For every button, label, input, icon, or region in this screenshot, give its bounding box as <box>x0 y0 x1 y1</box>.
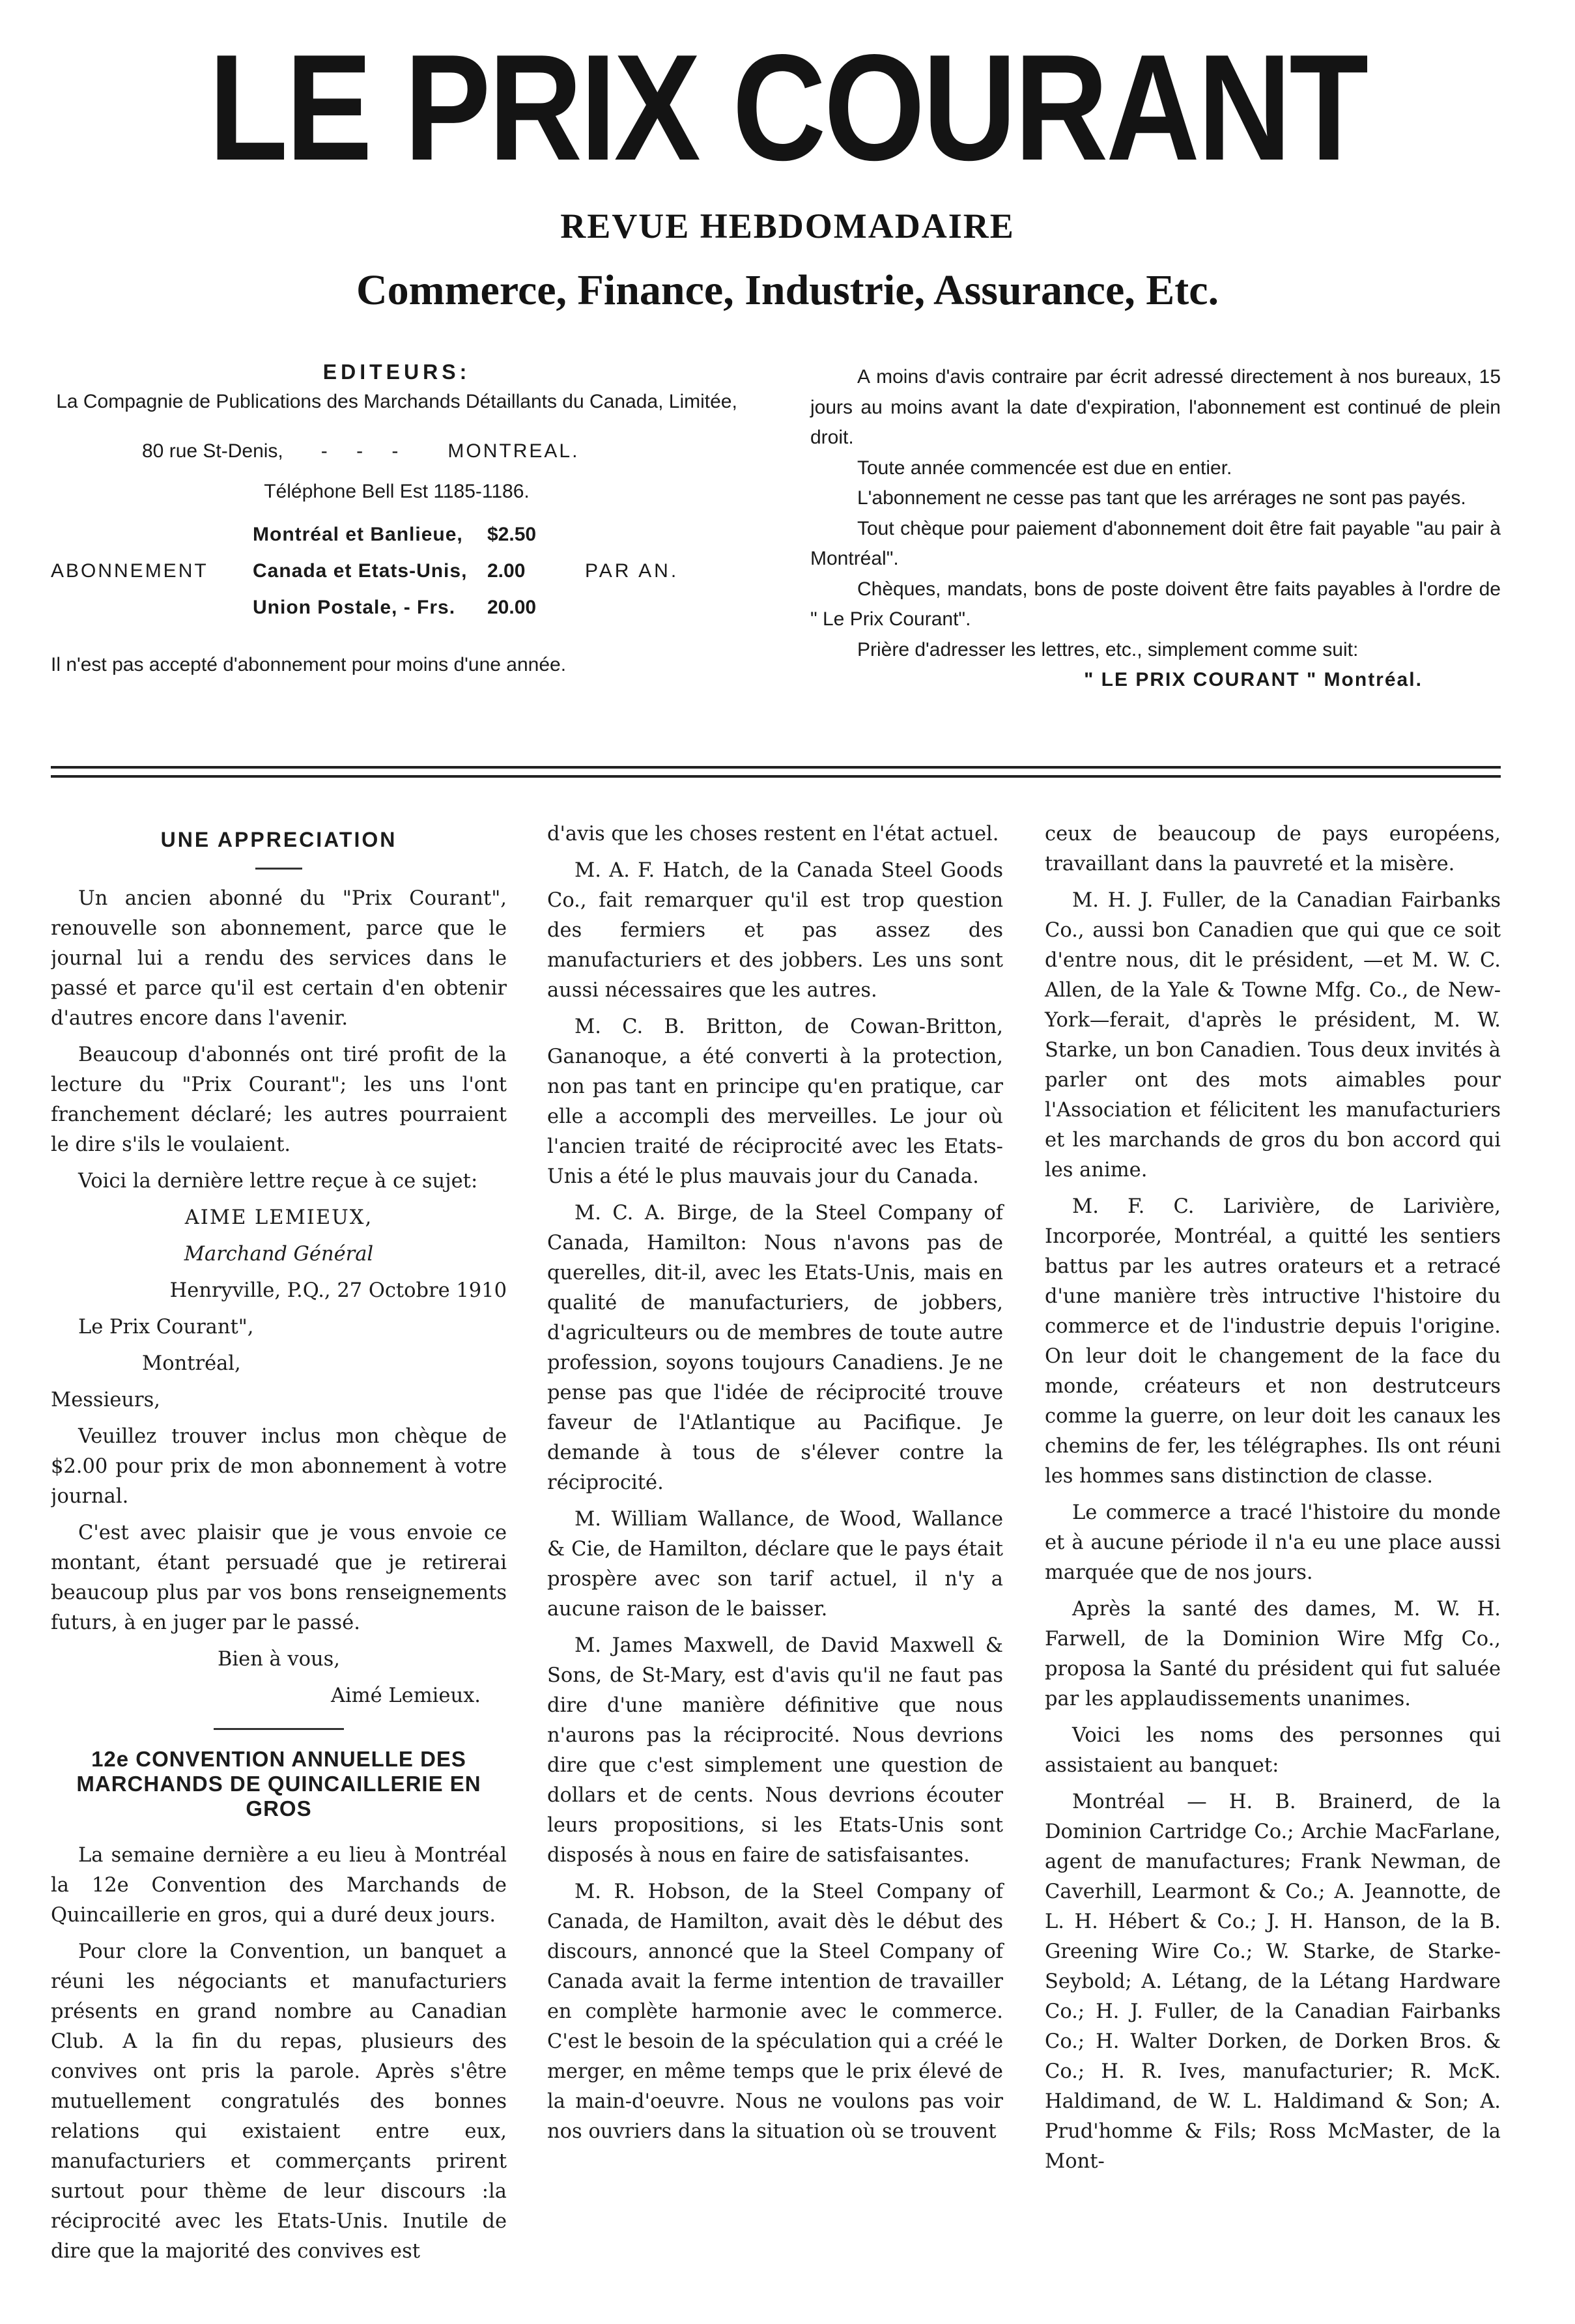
letter-signature: Aimé Lemieux. <box>330 1684 481 1707</box>
terms-paragraph: Prière d'adresser les lettres, etc., simplement comme suit: <box>857 638 1359 660</box>
double-rule-bottom <box>51 775 1501 778</box>
letter-salutation: Messieurs, <box>51 1389 160 1411</box>
article-heading: UNE APPRECIATION <box>160 828 397 851</box>
subscription-price: 20.00 <box>487 597 537 618</box>
article-paragraph: Après la santé des dames, M. W. H. Farwell, de la Dominion Wire Mfg Co., proposa la Santé du président qui fut saluée par les applaudissements unanimes. <box>1045 1598 1501 1710</box>
letter-place-date: Henryville, P.Q., 27 Octobre 1910 <box>169 1279 507 1302</box>
subscription-price: 2.00 <box>487 560 526 582</box>
article-paragraph: M. William Wallance, de Wood, Wallance & Cie, de Hamilton, déclare que le pays était prospère avec son tarif actuel, il n'y a aucune raison de le baisser. <box>547 1508 1003 1621</box>
column-3 <box>1045 819 1501 2183</box>
subscription-price: $2.50 <box>487 524 537 545</box>
article-heading: 12e CONVENTION ANNUELLE DES MARCHANDS DE QUINCAILLERIE EN GROS <box>76 1747 481 1821</box>
minimum-subscription-note: Il n'est pas accepté d'abonnement pour moins d'une année. <box>51 654 567 675</box>
article-paragraph: Voici la dernière lettre reçue à ce sujet: <box>78 1170 478 1193</box>
terms-paragraph: L'abonnement ne cesse pas tant que les arrérages ne sont pas payés. <box>857 487 1466 509</box>
newspaper-subtitle: REVUE HEBDOMADAIRE <box>560 206 1015 246</box>
publisher-city: MONTREAL. <box>447 440 580 462</box>
mailing-address: " LE PRIX COURANT " Montréal. <box>1084 669 1423 690</box>
terms-paragraph: A moins d'avis contraire par écrit adressé directement à nos bureaux, 15 jours au moins avant la date d'expiration, l'abonnement est continué de plein droit. <box>810 366 1501 448</box>
subscription-label: ABONNEMENT <box>51 560 208 582</box>
masthead <box>0 23 1575 315</box>
publisher-phone: Téléphone Bell Est 1185-1186. <box>264 481 530 502</box>
article-paragraph: ceux de beaucoup de pays européens, travaillant dans la pauvreté et la misère. <box>1045 823 1501 875</box>
publisher-company: La Compagnie de Publications des Marchands Détaillants du Canada, Limitée, <box>56 391 737 412</box>
article-paragraph: La semaine dernière a eu lieu à Montréal la 12e Convention des Marchands de Quincaillerie en gros, qui a duré deux jours. <box>51 1844 507 1927</box>
publisher-street: 80 rue St-Denis, <box>142 440 283 462</box>
subscription-unit: PAR AN. <box>585 560 679 582</box>
subscription-region: Montréal et Banlieue, <box>253 524 463 545</box>
article-paragraph: M. H. J. Fuller, de la Canadian Fairbanks Co., aussi bon Canadien que qui que ce soit d'entre nous, dit le président, —et M. W. C. Allen, de la Yale & Towne Mfg. Co., de New-York—ferait, d'après le président, M. W. Starke, un bon Canadien. Tous deux invités à parler ont des mots aimables pour l'Association et félicitent les manufacturiers et les marchands de gros du bon accord qui les anime. <box>1045 889 1501 1182</box>
column-1 <box>51 819 507 2273</box>
publisher-info <box>51 357 743 680</box>
article-paragraph: M. F. C. Larivière, de Larivière, Incorporée, Montréal, a quitté les sentiers battus par les autres orateurs et a retracé d'une manière très intructive l'histoire du commerce et de l'industrie depuis l'origine. On leur doit le changement de la face du monde, créateurs et non destrutceurs comme la guerre, on leur doit les canaux les chemins de fer, les télégraphes. Ils ont réuni les hommes sans distinction de classe. <box>1045 1195 1501 1488</box>
letter-body: C'est avec plaisir que je vous envoie ce montant, étant persuadé que je retirerai beaucoup plus par vos bons renseignements futurs, à en juger par le passé. <box>51 1522 507 1634</box>
terms-paragraph: Toute année commencée est due en entier. <box>857 457 1232 479</box>
letter-recipient: Le Prix Courant", <box>78 1316 254 1339</box>
subscription-terms <box>810 362 1501 696</box>
newspaper-title: LE PRIX COURANT <box>208 23 1367 192</box>
article-paragraph: M. R. Hobson, de la Steel Company of Canada, de Hamilton, avait dès le début des discours, annoncé que la Steel Company of Canada avait la ferme intention de travailler en complète harmonie avec le commerce. C'est le besoin de la spéculation qui a créé le merger, en même temps que le prix élevé de la main-d'oeuvre. Nous ne voulons pas voir nos ouvriers dans la situation où se trouvent <box>547 1880 1003 2143</box>
article-paragraph: M. A. F. Hatch, de la Canada Steel Goods Co., fait remarquer qu'il est trop question des fermiers et pas assez des manufacturiers et des jobbers. Les uns sont aussi nécessaires que les autres. <box>547 859 1003 1002</box>
subscription-region: Union Postale, - Frs. <box>253 597 456 618</box>
article-paragraph: Un ancien abonné du "Prix Courant", renouvelle son abonnement, parce que le journal lui a rendu des services dans le passé et parce qu'il est certain d'en obtenir d'autres encore dans l'avenir. <box>51 887 507 1030</box>
newspaper-tagline: Commerce, Finance, Industrie, Assurance, Etc. <box>356 266 1219 314</box>
double-rule-top <box>51 766 1501 769</box>
article-paragraph: Beaucoup d'abonnés ont tiré profit de la lecture du "Prix Courant"; les uns l'ont franchement déclaré; les autres pourraient le dire s'ils le voulaient. <box>51 1043 507 1156</box>
letter-sender-title: Marchand Général <box>184 1243 374 1266</box>
article-paragraph: Montréal — H. B. Brainerd, de la Dominion Cartridge Co.; Archie MacFarlane, agent de manufactures; Frank Newman, de Caverhill, Learmont & Co.; A. Jeannotte, de L. H. Hébert & Co.; J. H. Hanson, de la B. Greening Wire Co.; W. Starke, de Starke-Seybold; A. Létang, de la Létang Hardware Co.; H. J. Fuller, de la Canadian Fairbanks Co.; H. Walter Dorken, de Dorken Bros. & Co.; H. R. Ives, manufacturier; R. McK. Haldimand, de W. L. Haldimand & Son; A. Prud'homme & Fils; Ross McMaster, de la Mont- <box>1045 1791 1501 2173</box>
heading-rule <box>255 868 302 870</box>
letter-body: Veuillez trouver inclus mon chèque de $2.00 pour prix de mon abonnement à votre journal. <box>51 1425 507 1508</box>
article-paragraph: M. James Maxwell, de David Maxwell & Sons, de St-Mary, est d'avis qu'il ne faut pas dire d'une manière définitive que nous n'aurons pas la réciprocité. Nous devrions dire que c'est simplement une question de dollars et de cents. Nous devrions écouter leurs propositions, si les Etats-Unis sont disposés à nous en faire de satisfaisantes. <box>547 1634 1003 1867</box>
section-rule <box>214 1728 344 1730</box>
article-paragraph: Pour clore la Convention, un banquet a réuni les négociants et manufacturiers présents en grand nombre au Canadian Club. A la fin du repas, plusieurs des convives ont pris la parole. Après s'être mutuellement congratulés des bonnes relations qui existaient entre eux, manufacturiers et commerçants prirent surtout pour thème de leur discours :la réciprocité avec les Etats-Unis. Inutile de dire que la majorité des convives est <box>51 1940 507 2263</box>
article-paragraph: M. C. B. Britton, de Cowan-Britton, Gananoque, a été converti à la protection, non pas tant en principe qu'en pratique, car elle a accompli des merveilles. Le jour où l'ancien traité de réciprocité avec les Etats-Unis a été le plus mauvais jour du Canada. <box>547 1015 1003 1188</box>
article-paragraph: Voici les noms des personnes qui assistaient au banquet: <box>1045 1724 1501 1777</box>
subscription-region: Canada et Etats-Unis, <box>253 560 468 582</box>
letter-sender: AIME LEMIEUX, <box>184 1206 373 1229</box>
article-columns <box>51 819 1501 2297</box>
address-dashes: - - - <box>320 440 410 462</box>
column-2 <box>547 819 1003 2153</box>
terms-paragraph: Chèques, mandats, bons de poste doivent être faits payables à l'ordre de " Le Prix Courant". <box>810 578 1501 630</box>
subscription-table <box>51 520 743 623</box>
article-paragraph: d'avis que les choses restent en l'état actuel. <box>547 823 999 845</box>
article-paragraph: Le commerce a tracé l'histoire du monde et à aucune période il n'a eu une place aussi marquée que de nos jours. <box>1045 1501 1501 1584</box>
article-paragraph: M. C. A. Birge, de la Steel Company of Canada, Hamilton: Nous n'avons pas de querelles, dit-il, avec les Etats-Unis, mais en qualité de manufacturiers, de jobbers, d'agriculteurs ou de membres de toute autre profession, soyons toujours Canadiens. Je ne pense pas que l'idée de réciprocité trouve faveur de l'Atlantique au Pacifique. Je demande à tous de s'élever contre la réciprocité. <box>547 1202 1003 1494</box>
letter-recipient-city: Montréal, <box>142 1352 241 1375</box>
publisher-address <box>51 436 743 466</box>
editors-heading: EDITEURS: <box>322 360 471 384</box>
terms-paragraph: Tout chèque pour paiement d'abonnement doit être fait payable "au pair à Montréal". <box>810 517 1501 569</box>
letter-closing: Bien à vous, <box>217 1648 341 1671</box>
